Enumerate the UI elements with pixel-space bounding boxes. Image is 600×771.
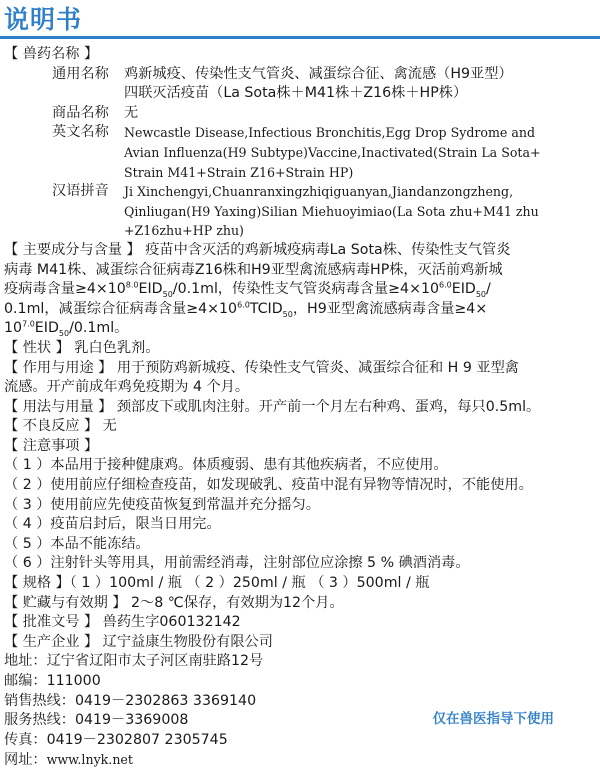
ingredients-text: EID — [34, 320, 59, 337]
exponent: 8.0 — [125, 280, 139, 290]
trade-name-row — [4, 104, 596, 124]
ingredients-line-1: 【 主要成分与含量 】 疫苗中含灭活的鸡新城疫病毒La Sota株、传染性支气管炎 — [4, 241, 511, 258]
exponent: 7.0 — [22, 319, 35, 329]
specs-line: 【 规格 】（ 1 ）100ml / 瓶 （ 2 ）250ml / 瓶 （ 3 ）500ml / 瓶 — [4, 575, 430, 592]
note-2: （ 2 ）使用前应仔细检查疫苗，如发现破乳、疫苗中混有异物等情况时，不能使用。 — [4, 477, 533, 494]
notes-header: 【 注意事项 】 — [4, 437, 99, 454]
sales-hotline: 销售热线：0419－2302863 3369140 — [4, 692, 257, 709]
ingredients-line-5 — [4, 319, 596, 339]
ingredients-line-3 — [4, 280, 596, 300]
ingredients-text: EID — [451, 281, 476, 298]
title-divider — [0, 36, 600, 39]
ingredients-line-2: 病毒 M41株、减蛋综合征病毒Z16株和H9亚型禽流感病毒HP株，灭活前鸡新城 — [4, 261, 503, 278]
english-name-line-2: Avian Influenza(H9 Subtype)Vaccine,Inactivated(Strain La Sota+ — [124, 144, 541, 160]
dosage-line: 【 用法与用量 】 颈部皮下或肌肉注射。开产前一个月左右种鸡、蛋鸡，每只0.5ml。 — [4, 398, 541, 415]
pinyin-line-3: +Z16zhu+HP zhu) — [124, 223, 244, 239]
common-name-line-1: 鸡新城疫、传染性支气管炎、减蛋综合征、禽流感（H9亚型） — [124, 65, 513, 82]
properties-line: 【 性状 】 乳白色乳剂。 — [4, 339, 160, 356]
common-name-line-2: 四联灭活疫苗（La Sota株＋M41株＋Z16株＋HP株） — [124, 85, 468, 102]
common-name-label: 通用名称 — [52, 65, 109, 82]
note-5: （ 5 ）本品不能冻结。 — [4, 535, 150, 552]
adverse-line: 【 不良反应 】 无 — [4, 418, 117, 435]
ingredients-text: /0.1ml。 — [69, 320, 129, 337]
trade-name-label: 商品名称 — [52, 104, 109, 121]
pinyin-line-1: Ji Xinchengyi,Chuanranxingzhiqiguanyan,Jiandanzongzheng, — [124, 184, 514, 200]
note-3: （ 3 ）使用前应先使疫苗恢复到常温并充分摇匀。 — [4, 496, 320, 513]
manufacturer-line: 【 生产企业 】 辽宁益康生物股份有限公司 — [4, 633, 273, 650]
pinyin-row — [4, 182, 596, 202]
postcode-line: 邮编：111000 — [4, 673, 101, 689]
english-name-label: 英文名称 — [52, 124, 109, 141]
ingredients-text: / — [486, 281, 491, 298]
ingredients-text: ，H9亚型禽流感病毒含量≥4× — [292, 300, 488, 317]
vet-name-header: 【 兽药名称 】 — [4, 46, 99, 62]
ingredients-text: 疫病毒含量≥4×10 — [4, 281, 126, 298]
usage-line-2: 流感。开产前成年鸡免疫期为 4 个月。 — [4, 379, 250, 396]
ingredients-text: /0.1ml，传染性支气管炎病毒含量≥4×10 — [172, 281, 440, 298]
english-name-line-3: Strain M41+Strain Z16+Strain HP) — [124, 164, 354, 180]
exponent: 6.0 — [237, 299, 250, 309]
document-title: 说明书 — [4, 5, 83, 34]
exponent: 6.0 — [439, 280, 452, 290]
pinyin-line-2: Qinliugan(H9 Yaxing)Silian Miehuoyimiao(La Sota zhu+M41 zhu — [124, 203, 539, 219]
ingredients-text: EID — [138, 281, 163, 298]
note-1: （ 1 ）本品用于接种健康鸡。体质瘦弱、患有其他疾病者，不应使用。 — [4, 457, 448, 474]
approval-line: 【 批准文号 】 兽药生字060132142 — [4, 614, 241, 631]
website-line — [4, 750, 596, 771]
usage-line-1: 【 作用与用途 】 用于预防鸡新城疫、传染性支气管炎、减蛋综合征和 H 9 亚型禽 — [4, 359, 519, 376]
website-label: 网址： — [4, 752, 47, 769]
trade-name-value: 无 — [124, 104, 139, 121]
leaflet-content — [4, 45, 596, 771]
service-hotline: 服务热线：0419－3369008 — [4, 712, 189, 729]
common-name-row — [4, 65, 596, 85]
website-link[interactable]: www.lnyk.net — [46, 752, 133, 768]
subscript: 50 — [282, 309, 293, 319]
subscript: 50 — [162, 289, 173, 299]
english-name-line-1: Newcastle Disease,Infectious Bronchitis,Egg Drop Sydrome and — [124, 125, 536, 141]
subscript: 50 — [58, 329, 70, 339]
address-line: 地址：辽宁省辽阳市太子河区南驻路12号 — [4, 653, 264, 670]
pinyin-label: 汉语拼音 — [52, 183, 109, 200]
note-4: （ 4 ）疫苗启封后，限当日用完。 — [4, 516, 221, 533]
note-6: （ 6 ）注射针头等用具，用前需经消毒，注射部位应涂擦 5 % 碘酒消毒。 — [4, 555, 470, 572]
fax-line: 传真：0419－2302807 2305745 — [4, 731, 228, 748]
ingredients-text: TCID — [249, 300, 283, 317]
footer-note: 仅在兽医指导下使用 — [432, 711, 554, 727]
ingredients-line-4 — [4, 300, 596, 320]
subscript: 50 — [475, 289, 487, 299]
english-name-row — [4, 123, 596, 143]
ingredients-text: 10 — [4, 320, 23, 337]
ingredients-text: 0.1ml，减蛋综合征病毒含量≥4×10 — [4, 300, 238, 317]
storage-line: 【 贮藏与有效期 】 2～8 ℃保存，有效期为12个月。 — [4, 594, 344, 611]
